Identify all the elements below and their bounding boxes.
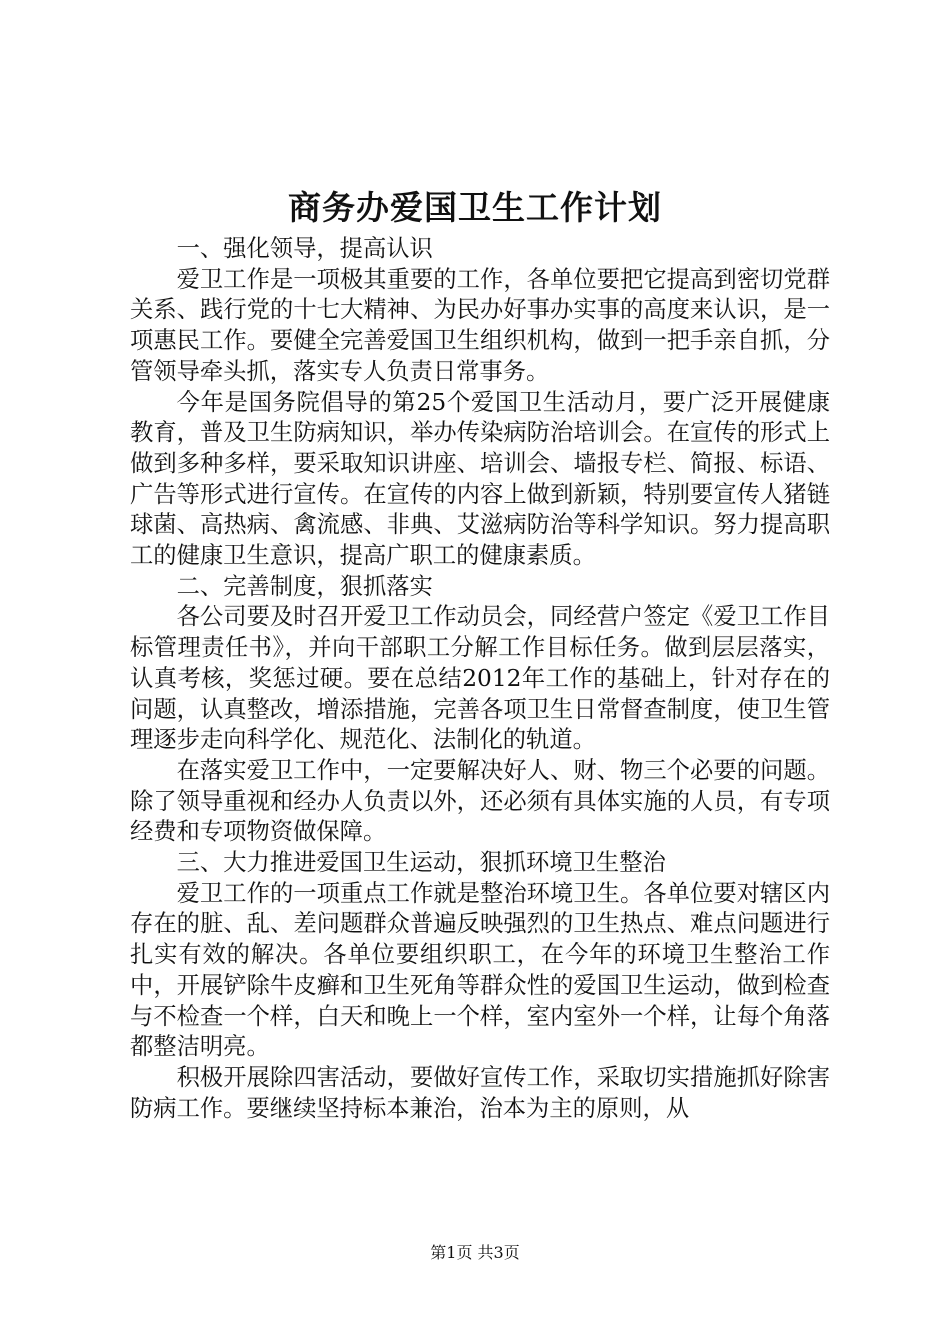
section-heading-1: 一、强化领导，提高认识 (176, 235, 433, 262)
page-footer: 第1页 共3页 (430, 1243, 520, 1262)
paragraph: 在落实爱卫工作中，一定要解决好人、财、物三个必要的问题。除了领导重视和经办人负责以外，还必须有具体实施的人员，有专项经费和专项物资做保障。 (130, 756, 830, 846)
paragraph: 爱卫工作是一项极其重要的工作，各单位要把它提高到密切党群关系、践行党的十七大精神、为民办好事办实事的高度来认识，是一项惠民工作。要健全完善爱国卫生组织机构，做到一把手亲自抓，分管领导牵头抓，落实专人负责日常事务。 (130, 265, 830, 385)
document-title: 商务办爱国卫生工作计划 (288, 188, 662, 227)
paragraph: 今年是国务院倡导的第25个爱国卫生活动月，要广泛开展健康教育，普及卫生防病知识，举办传染病防治培训会。在宣传的形式上做到多种多样，要采取知识讲座、培训会、墙报专栏、简报、标语、广告等形式进行宣传。在宣传的内容上做到新颖，特别要宣传人猪链球菌、高热病、禽流感、非典、艾滋病防治等科学知识。努力提高职工的健康卫生意识，提高广职工的健康素质。 (130, 388, 830, 570)
document-body (130, 234, 830, 1124)
paragraph: 爱卫工作的一项重点工作就是整治环境卫生。各单位要对辖区内存在的脏、乱、差问题群众普遍反映强烈的卫生热点、难点问题进行扎实有效的解决。各单位要组织职工，在今年的环境卫生整治工作中，开展铲除牛皮癣和卫生死角等群众性的爱国卫生运动，做到检查与不检查一个样，白天和晚上一个样，室内室外一个样，让每个角落都整洁明亮。 (130, 879, 830, 1061)
paragraph: 各公司要及时召开爱卫工作动员会，同经营户签定《爱卫工作目标管理责任书》，并向干部职工分解工作目标任务。做到层层落实，认真考核，奖惩过硬。要在总结2012年工作的基础上，针对存在的问题，认真整改，增添措施，完善各项卫生日常督查制度，使卫生管理逐步走向科学化、规范化、法制化的轨道。 (130, 603, 830, 754)
section-heading-2: 二、完善制度，狠抓落实 (176, 572, 433, 600)
section-heading-3: 三、大力推进爱国卫生运动，狠抓环境卫生整治 (176, 849, 666, 877)
paragraph: 积极开展除四害活动，要做好宣传工作，采取切实措施抓好除害防病工作。要继续坚持标本兼治，治本为主的原则，从 (130, 1063, 830, 1122)
